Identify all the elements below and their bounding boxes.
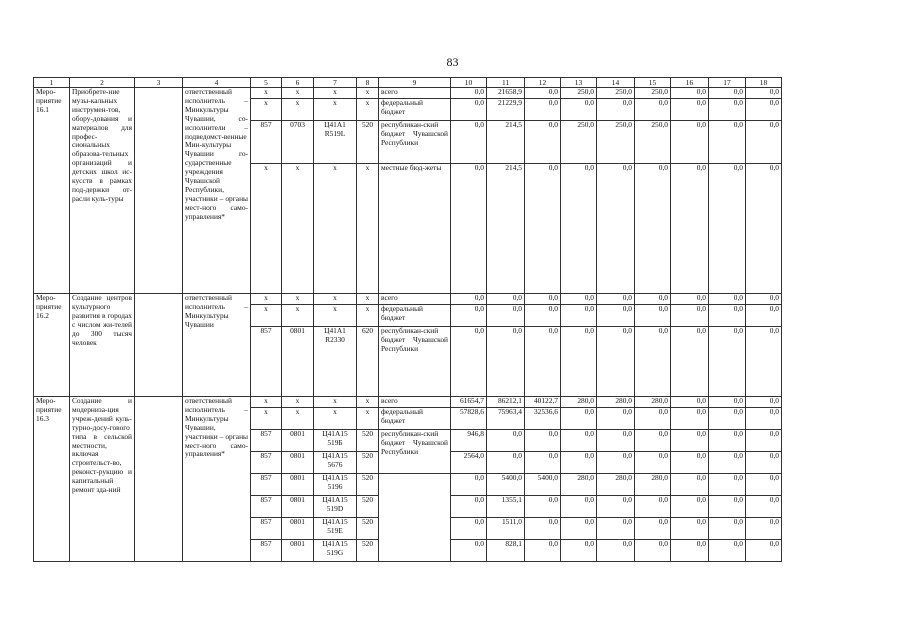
amount-cell: 0,0 [635, 496, 671, 518]
amount-cell: 0,0 [671, 327, 709, 397]
code-csr: x [314, 88, 357, 99]
amount-cell: 0,0 [709, 88, 746, 99]
amount-cell: 250,0 [597, 121, 635, 164]
amount-cell: 0,0 [746, 294, 782, 305]
amount-cell: 0,0 [487, 452, 525, 474]
amount-cell: 5400,0 [487, 474, 525, 496]
code-csr: Ц41А15 519E [314, 518, 357, 540]
amount-cell: 0,0 [746, 397, 782, 408]
amount-cell: 0,0 [709, 430, 746, 452]
code-vr: x [357, 397, 379, 408]
amount-cell: 0,0 [597, 327, 635, 397]
amount-cell: 0,0 [635, 99, 671, 121]
code-vr: x [357, 294, 379, 305]
code-csr: x [314, 294, 357, 305]
amount-cell: 0,0 [671, 408, 709, 430]
code-csr: Ц41А15 5676 [314, 452, 357, 474]
column-header: 11 [487, 78, 525, 88]
amount-cell: 280,0 [597, 474, 635, 496]
column-header: 1 [34, 78, 70, 88]
amount-cell: 0,0 [709, 452, 746, 474]
amount-cell: 280,0 [561, 397, 597, 408]
code-vr: 520 [357, 121, 379, 164]
executor-cell: ответственный исполнитель – Минкультуры Чувашии, со-исполнители – подведомст-венные Мин-культуры Чувашии го-сударственные учреждения Чувашской Республики, участники – органы мест-ного само-управления* [183, 88, 251, 294]
amount-cell: 280,0 [597, 397, 635, 408]
amount-cell: 0,0 [597, 99, 635, 121]
amount-cell: 0,0 [451, 88, 487, 99]
amount-cell: 214,5 [487, 164, 525, 294]
amount-cell: 0,0 [597, 452, 635, 474]
amount-cell: 0,0 [561, 99, 597, 121]
amount-cell: 0,0 [561, 305, 597, 327]
amount-cell: 0,0 [451, 164, 487, 294]
funding-source: федеральный бюджет [379, 408, 451, 430]
column-header: 7 [314, 78, 357, 88]
amount-cell: 0,0 [525, 99, 561, 121]
code-rz: x [282, 408, 314, 430]
code-gr: x [251, 164, 282, 294]
code-csr: x [314, 408, 357, 430]
code-rz: x [282, 305, 314, 327]
funding-source: республикан-ский бюджет Чувашской Республики [379, 327, 451, 397]
amount-cell: 0,0 [597, 408, 635, 430]
code-rz: 0801 [282, 540, 314, 562]
amount-cell: 0,0 [451, 121, 487, 164]
code-gr: x [251, 305, 282, 327]
amount-cell: 0,0 [597, 294, 635, 305]
code-gr: 857 [251, 121, 282, 164]
amount-cell: 0,0 [671, 397, 709, 408]
measure-label: Меро-приятие 16.2 [34, 294, 70, 397]
page-number: 83 [446, 55, 459, 69]
code-rz: 0801 [282, 452, 314, 474]
column-header: 2 [70, 78, 135, 88]
amount-cell: 0,0 [635, 518, 671, 540]
code-vr: x [357, 305, 379, 327]
code-vr: x [357, 164, 379, 294]
amount-cell: 250,0 [561, 121, 597, 164]
funding-source: всего [379, 88, 451, 99]
amount-cell: 0,0 [561, 540, 597, 562]
code-csr: Ц41А15 519Б [314, 430, 357, 452]
column-header: 4 [183, 78, 251, 88]
code-vr: 520 [357, 518, 379, 540]
code-csr: x [314, 99, 357, 121]
amount-cell: 0,0 [709, 496, 746, 518]
amount-cell: 0,0 [671, 430, 709, 452]
amount-cell: 0,0 [635, 294, 671, 305]
code-csr: x [314, 305, 357, 327]
amount-cell: 86212,1 [487, 397, 525, 408]
amount-cell: 0,0 [709, 305, 746, 327]
amount-cell: 0,0 [709, 474, 746, 496]
amount-cell: 280,0 [635, 397, 671, 408]
budget-table [33, 77, 782, 562]
code-rz: 0801 [282, 430, 314, 452]
amount-cell: 0,0 [671, 518, 709, 540]
amount-cell: 0,0 [671, 164, 709, 294]
code-vr: 520 [357, 430, 379, 452]
amount-cell: 280,0 [561, 474, 597, 496]
code-vr: x [357, 88, 379, 99]
amount-cell: 0,0 [709, 397, 746, 408]
amount-cell: 0,0 [635, 540, 671, 562]
amount-cell: 280,0 [635, 474, 671, 496]
amount-cell: 0,0 [709, 408, 746, 430]
amount-cell: 0,0 [597, 164, 635, 294]
amount-cell: 0,0 [709, 327, 746, 397]
table-row [34, 294, 782, 305]
amount-cell: 0,0 [671, 88, 709, 99]
code-vr: 520 [357, 496, 379, 518]
amount-cell: 0,0 [746, 518, 782, 540]
amount-cell: 0,0 [671, 99, 709, 121]
funding-source: федеральный бюджет [379, 305, 451, 327]
code-rz: 0801 [282, 327, 314, 397]
amount-cell: 0,0 [746, 452, 782, 474]
column-header: 13 [561, 78, 597, 88]
amount-cell: 61654,7 [451, 397, 487, 408]
empty-cell [135, 294, 183, 397]
amount-cell: 0,0 [561, 408, 597, 430]
code-rz: x [282, 397, 314, 408]
amount-cell: 0,0 [451, 518, 487, 540]
amount-cell: 0,0 [635, 327, 671, 397]
amount-cell: 0,0 [451, 496, 487, 518]
amount-cell: 0,0 [671, 452, 709, 474]
amount-cell: 0,0 [746, 164, 782, 294]
code-rz: x [282, 88, 314, 99]
column-header: 5 [251, 78, 282, 88]
empty-cell [135, 397, 183, 562]
funding-source: федеральный бюджет [379, 99, 451, 121]
measure-label: Меро-приятие 16.3 [34, 397, 70, 562]
amount-cell: 0,0 [635, 305, 671, 327]
code-csr: Ц41А15 5196 [314, 474, 357, 496]
measure-label: Меро-приятие 16.1 [34, 88, 70, 294]
amount-cell: 21658,9 [487, 88, 525, 99]
amount-cell: 0,0 [451, 99, 487, 121]
amount-cell: 0,0 [525, 88, 561, 99]
amount-cell: 0,0 [597, 496, 635, 518]
amount-cell: 0,0 [561, 452, 597, 474]
amount-cell: 0,0 [709, 540, 746, 562]
funding-source [379, 474, 451, 562]
code-gr: 857 [251, 474, 282, 496]
column-header: 15 [635, 78, 671, 88]
code-vr: 520 [357, 540, 379, 562]
amount-cell: 0,0 [451, 540, 487, 562]
amount-cell: 0,0 [451, 305, 487, 327]
amount-cell: 57828,6 [451, 408, 487, 430]
amount-cell: 250,0 [597, 88, 635, 99]
funding-source: всего [379, 294, 451, 305]
code-gr: 857 [251, 430, 282, 452]
code-gr: x [251, 408, 282, 430]
amount-cell: 0,0 [487, 430, 525, 452]
table-row [34, 397, 782, 408]
amount-cell: 0,0 [451, 327, 487, 397]
amount-cell: 0,0 [635, 164, 671, 294]
column-header: 6 [282, 78, 314, 88]
code-vr: 520 [357, 474, 379, 496]
column-header: 16 [671, 78, 709, 88]
amount-cell: 0,0 [709, 518, 746, 540]
measure-name: Приобрете-ние музы-кальных инструмен-тов, обору-дования и материалов для профес-сиональных образова-тельных организаций и детских школ ис-кусств в рамках под-держки от-расли куль-туры [70, 88, 135, 294]
amount-cell: 0,0 [525, 164, 561, 294]
amount-cell: 40122,7 [525, 397, 561, 408]
amount-cell: 0,0 [746, 408, 782, 430]
amount-cell: 0,0 [671, 121, 709, 164]
amount-cell: 0,0 [746, 99, 782, 121]
column-header: 14 [597, 78, 635, 88]
amount-cell: 0,0 [597, 540, 635, 562]
code-gr: x [251, 88, 282, 99]
amount-cell: 250,0 [561, 88, 597, 99]
amount-cell: 0,0 [746, 305, 782, 327]
amount-cell: 0,0 [746, 88, 782, 99]
amount-cell: 0,0 [487, 327, 525, 397]
funding-source: местные бюд-жеты [379, 164, 451, 294]
code-csr: x [314, 164, 357, 294]
column-header: 17 [709, 78, 746, 88]
amount-cell: 0,0 [746, 121, 782, 164]
amount-cell: 0,0 [561, 430, 597, 452]
funding-source: республикан-ский бюджет Чувашской Республики [379, 430, 451, 474]
amount-cell: 0,0 [635, 430, 671, 452]
code-gr: x [251, 294, 282, 305]
code-gr: x [251, 99, 282, 121]
code-gr: 857 [251, 540, 282, 562]
column-header: 3 [135, 78, 183, 88]
amount-cell: 0,0 [487, 294, 525, 305]
code-csr: Ц41А15 519G [314, 540, 357, 562]
amount-cell: 0,0 [597, 518, 635, 540]
column-header: 9 [379, 78, 451, 88]
amount-cell: 21229,9 [487, 99, 525, 121]
amount-cell: 0,0 [451, 294, 487, 305]
amount-cell: 0,0 [525, 305, 561, 327]
code-gr: 857 [251, 518, 282, 540]
code-csr: x [314, 397, 357, 408]
amount-cell: 0,0 [709, 294, 746, 305]
amount-cell: 250,0 [635, 121, 671, 164]
code-csr: Ц41А1 R519L [314, 121, 357, 164]
amount-cell: 0,0 [525, 518, 561, 540]
amount-cell: 0,0 [671, 474, 709, 496]
amount-cell: 2564,0 [451, 452, 487, 474]
amount-cell: 0,0 [597, 430, 635, 452]
table-row [34, 88, 782, 99]
amount-cell: 0,0 [709, 121, 746, 164]
code-rz: 0801 [282, 518, 314, 540]
amount-cell: 0,0 [635, 408, 671, 430]
code-vr: 520 [357, 452, 379, 474]
amount-cell: 1355,1 [487, 496, 525, 518]
amount-cell: 0,0 [525, 496, 561, 518]
code-rz: x [282, 99, 314, 121]
code-gr: 857 [251, 327, 282, 397]
amount-cell: 0,0 [597, 305, 635, 327]
executor-cell: ответственный исполнитель – Минкультуры Чувашии, участники – органы мест-ного само-управления* [183, 397, 251, 562]
amount-cell: 0,0 [561, 327, 597, 397]
code-vr: x [357, 408, 379, 430]
executor-cell: ответственный исполнитель – Минкультуры Чувашии [183, 294, 251, 397]
measure-name: Создание и модерниза-ция учреж-дений куль-турно-досу-гового типа в сельской местности, включая строительст-во, реконст-рукцию и капитальный ремонт зда-ний [70, 397, 135, 562]
amount-cell: 0,0 [671, 294, 709, 305]
amount-cell: 0,0 [746, 496, 782, 518]
amount-cell: 0,0 [746, 327, 782, 397]
amount-cell: 0,0 [561, 164, 597, 294]
amount-cell: 32536,6 [525, 408, 561, 430]
code-gr: x [251, 397, 282, 408]
column-header: 10 [451, 78, 487, 88]
code-vr: x [357, 99, 379, 121]
amount-cell: 1511,0 [487, 518, 525, 540]
code-rz: x [282, 164, 314, 294]
amount-cell: 0,0 [525, 452, 561, 474]
amount-cell: 0,0 [525, 327, 561, 397]
amount-cell: 946,8 [451, 430, 487, 452]
amount-cell: 75963,4 [487, 408, 525, 430]
column-header: 18 [746, 78, 782, 88]
code-gr: 857 [251, 496, 282, 518]
header-row [34, 78, 782, 88]
code-vr: 620 [357, 327, 379, 397]
amount-cell: 214,5 [487, 121, 525, 164]
amount-cell: 0,0 [671, 540, 709, 562]
amount-cell: 0,0 [561, 294, 597, 305]
column-header: 12 [525, 78, 561, 88]
amount-cell: 0,0 [709, 164, 746, 294]
amount-cell: 0,0 [451, 474, 487, 496]
amount-cell: 0,0 [525, 121, 561, 164]
funding-source: республикан-ский бюджет Чувашской Республики [379, 121, 451, 164]
code-csr: Ц41А15 519D [314, 496, 357, 518]
code-rz: 0703 [282, 121, 314, 164]
amount-cell: 0,0 [671, 496, 709, 518]
code-csr: Ц41А1 R2330 [314, 327, 357, 397]
code-gr: 857 [251, 452, 282, 474]
amount-cell: 250,0 [635, 88, 671, 99]
amount-cell: 0,0 [561, 496, 597, 518]
amount-cell: 5400,0 [525, 474, 561, 496]
empty-cell [135, 88, 183, 294]
amount-cell: 0,0 [635, 452, 671, 474]
amount-cell: 0,0 [671, 305, 709, 327]
amount-cell: 0,0 [746, 430, 782, 452]
amount-cell: 0,0 [525, 430, 561, 452]
amount-cell: 0,0 [525, 540, 561, 562]
amount-cell: 828,1 [487, 540, 525, 562]
amount-cell: 0,0 [525, 294, 561, 305]
code-rz: 0801 [282, 496, 314, 518]
amount-cell: 0,0 [561, 518, 597, 540]
amount-cell: 0,0 [487, 305, 525, 327]
measure-name: Создание центров культурного развития в городах с числом жи-телей до 300 тысяч человек [70, 294, 135, 397]
code-rz: x [282, 294, 314, 305]
amount-cell: 0,0 [709, 99, 746, 121]
funding-source: всего [379, 397, 451, 408]
amount-cell: 0,0 [746, 540, 782, 562]
amount-cell: 0,0 [746, 474, 782, 496]
column-header: 8 [357, 78, 379, 88]
code-rz: 0801 [282, 474, 314, 496]
